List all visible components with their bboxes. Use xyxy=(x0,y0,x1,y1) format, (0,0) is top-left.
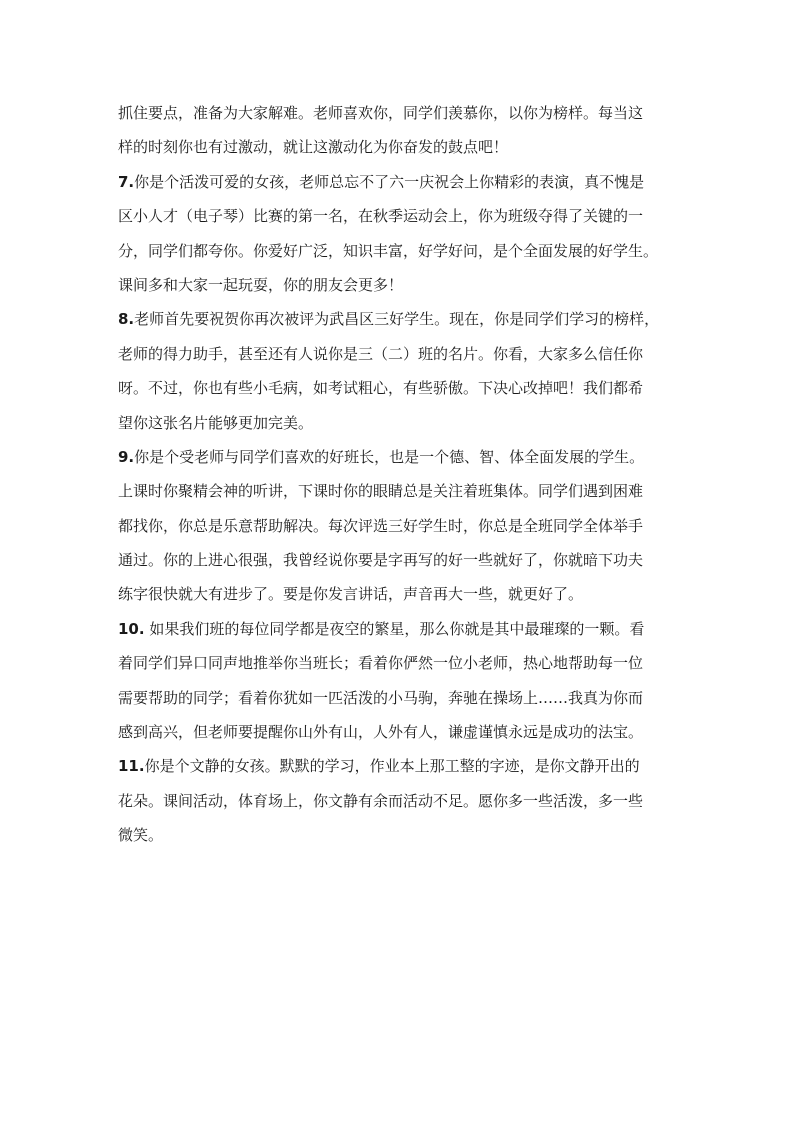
text-line xyxy=(118,681,678,715)
line-text: 你是个活泼可爱的女孩，老师总忘不了六一庆祝会上你精彩的表演，真不愧是 xyxy=(134,172,645,191)
text-line xyxy=(118,302,678,336)
text-line xyxy=(118,337,678,371)
text-line xyxy=(118,199,678,233)
text-line xyxy=(118,130,678,164)
item-number: 11. xyxy=(118,757,145,776)
line-text: 老师的得力助手，甚至还有人说你是三（二）班的名片。你看，大家多么信任你 xyxy=(118,344,644,363)
line-text: 望你这张名片能够更加完美。 xyxy=(118,413,314,432)
line-text: 着同学们异口同声地推举你当班长；看着你俨然一位小老师，热心地帮助每一位 xyxy=(118,654,644,673)
document-body xyxy=(118,96,678,853)
text-line xyxy=(118,646,678,680)
line-text: 通过。你的上进心很强，我曾经说你要是字再写的好一些就好了，你就暗下功夫 xyxy=(118,551,644,570)
text-line xyxy=(118,543,678,577)
line-text: 练字很快就大有进步了。要是你发言讲话，声音再大一些，就更好了。 xyxy=(118,585,584,604)
line-text: 上课时你聚精会神的听讲，下课时你的眼睛总是关注着班集体。同学们遇到困难 xyxy=(118,482,644,501)
line-text: 你是个文静的女孩。默默的学习，作业本上那工整的字迹，是你文静开出的 xyxy=(144,757,640,776)
text-line xyxy=(118,577,678,611)
line-text: 呀。不过，你也有些小毛病，如考试粗心，有些骄傲。下决心改掉吧！我们都希 xyxy=(118,379,644,398)
text-line xyxy=(118,371,678,405)
text-line xyxy=(118,749,678,783)
item-number: 10. xyxy=(118,619,145,638)
text-line xyxy=(118,509,678,543)
line-text: 区小人才（电子琴）比赛的第一名，在秋季运动会上，你为班级夺得了关键的一 xyxy=(118,207,644,226)
line-text: 你是个受老师与同学们喜欢的好班长，也是一个德、智、体全面发展的学生。 xyxy=(134,447,645,466)
text-line xyxy=(118,440,678,474)
line-text: 样的时刻你也有过激动，就让这激动化为你奋发的鼓点吧！ xyxy=(118,138,509,157)
text-line xyxy=(118,612,678,646)
line-text: 课间多和大家一起玩耍，你的朋友会更多！ xyxy=(118,275,404,294)
line-text: 都找你，你总是乐意帮助解决。每次评选三好学生时，你总是全班同学全体举手 xyxy=(118,516,644,535)
text-line xyxy=(118,784,678,818)
text-line xyxy=(118,268,678,302)
item-number: 7. xyxy=(118,172,135,191)
line-text: 微笑。 xyxy=(118,826,164,845)
text-line xyxy=(118,715,678,749)
line-text: 如果我们班的每位同学都是夜空的繁星，那么你就是其中最璀璨的一颗。看 xyxy=(144,619,645,638)
line-text: 老师首先要祝贺你再次被评为武昌区三好学生。现在，你是同学们学习的榜样， xyxy=(134,310,660,329)
item-number: 9. xyxy=(118,447,135,466)
line-text: 抓住要点，准备为大家解难。老师喜欢你，同学们羡慕你，以你为榜样。每当这 xyxy=(118,104,644,122)
text-line xyxy=(118,165,678,199)
text-line xyxy=(118,234,678,268)
line-text: 感到高兴，但老师要提醒你山外有山，人外有人，谦虚谨慎永远是成功的法宝。 xyxy=(118,723,644,742)
line-text: 需要帮助的同学；看着你犹如一匹活泼的小马驹，奔驰在操场上……我真为你而 xyxy=(118,688,644,707)
text-line xyxy=(118,818,678,852)
line-text: 分，同学们都夸你。你爱好广泛，知识丰富，好学好问，是个全面发展的好学生。 xyxy=(118,241,659,260)
item-number: 8. xyxy=(118,310,135,329)
text-line xyxy=(118,474,678,508)
line-text: 花朵。课间活动，体育场上，你文静有余而活动不足。愿你多一些活泼，多一些 xyxy=(118,791,644,810)
text-line xyxy=(118,96,678,130)
text-line xyxy=(118,406,678,440)
